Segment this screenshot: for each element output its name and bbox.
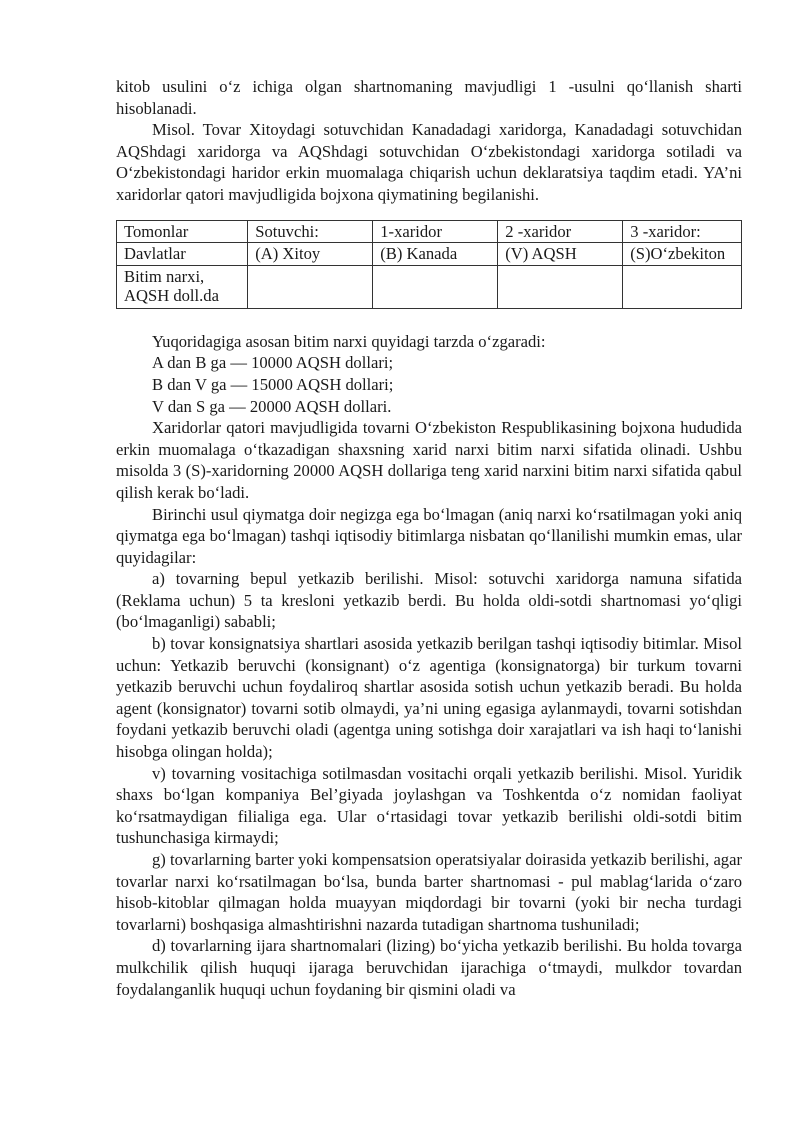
table-row [117,220,742,243]
table-cell: Tomonlar [117,220,248,243]
list-item-d: d) tovarlarning ijara shartnomalari (lizing) bo‘yicha yetkazib berilishi. Bu holda tovarga mulkchilik qilish huquqi ijaraga beruvchidan ijarachiga o‘tmaydi, mulkdor tovardan foydalanganlik huquqi uchun foydaning bir qismini oladi va [116,936,742,999]
table-cell [623,265,742,308]
table-row [117,265,742,308]
table-cell [248,265,373,308]
table-cell: (B) Kanada [373,243,498,266]
table-cell: (V) AQSH [498,243,623,266]
list-item-a: a) tovarning bepul yetkazib berilishi. Misol: sotuvchi xaridorga namuna sifatida (Reklama uchun) 5 ta kresloni yetkazib berdi. Bu holda oldi-sotdi shartnomasi yo‘qligi (bo‘lmaganligi) sababli; [116,569,742,632]
table-cell: 3 -xaridor: [623,220,742,243]
paragraph-first-method: Birinchi usul qiymatga doir negizga ega bo‘lmagan (aniq narxi ko‘rsatilmagan yoki aniq qiymatga ega bo‘lmagan) tashqi iqtisodiy bitimlarga nisbatan qo‘llanilishi mumkin emas, ular quyidagilar: [116,504,742,567]
price-line-v-s: V dan S ga — 20000 AQSH dollari. [152,396,392,416]
table-cell: Sotuvchi: [248,220,373,243]
table-cell: Davlatlar [117,243,248,266]
table-cell [498,265,623,308]
price-line-b-v: B dan V ga — 15000 AQSH dollari; [152,374,394,394]
price-line-a-b: A dan B ga — 10000 AQSH dollari; [152,353,394,373]
paragraph-example: Misol. Tovar Xitoydagi sotuvchidan Kanadadagi xaridorga, Kanadadagi sotuvchidan AQShdagi xaridorga va AQShdagi sotuvchidan O‘zbekistondagi xaridorga sotiladi va O‘zbekistondagi haridor erkin muomalaga chiqarish uchun deklaratsiya taqdim etadi. YA’ni xaridorlar qatori mavjudligida bojxona qiymatining begilanishi. [116,120,742,204]
table-cell: 2 -xaridor [498,220,623,243]
table-cell: Bitim narxi, AQSH doll.da [117,265,248,308]
list-item-v: v) tovarning vositachiga sotilmasdan vositachi orqali yetkazib berilishi. Misol. Yuridik shaxs bo‘lgan kompaniya Bel’giyada joylashgan va Toshkentda o‘z nomidan faoliyat ko‘rsatmaydigan filialiga ega. Ular o‘rtasidagi tovar yetkazib berilishi oldi-sotdi bitim tushunchasiga kirmaydi; [116,763,742,848]
table-cell: 1-xaridor [373,220,498,243]
table-row [117,243,742,266]
paragraph-buyer-chain: Xaridorlar qatori mavjudligida tovarni O‘zbekiston Respublikasining bojxona hududida erkin muomalaga o‘tkazadigan shaxsning xarid narxi bitim narxi sifatida olinadi. Ushbu misolda 3 (S)-xaridorning 20000 AQSH dollariga teng xarid narxini bitim narxi sifatida qabul qilish kerak bo‘ladi. [116,418,742,502]
paragraph-price-changes: Yuqoridagiga asosan bitim narxi quyidagi tarzda o‘zgaradi: [152,331,546,351]
list-item-b: b) tovar konsignatsiya shartlari asosida yetkazib berilgan tashqi iqtisodiy bitimlar. Misol uchun: Yetkazib beruvchi (konsignant) o‘z agentiga (konsignatorga) bir turkum tovarni yetkazib beruvchi uchun foydaliroq shartlar asosida sotish uchun yetkazib beradi. Bu holda agent (konsignator) tovarni sotib olmaydi, ya’ni uning egasiga aylanmaydi, tovarni sotishdan foydani yetkazib beruvchi oladi (agentga uning sotishga doir xarajatlari va ish haqi to‘lanishi hisobga olingan holda); [116,634,742,762]
paragraph-intro-continuation: kitob usulini o‘z ichiga olgan shartnomaning mavjudligi 1 -usulni qo‘llanish sharti hisoblanadi. [116,77,742,118]
table-cell [373,265,498,308]
transaction-table [116,220,742,309]
table-cell: (S)O‘zbekiton [623,243,742,266]
table-cell: (A) Xitoy [248,243,373,266]
list-item-g: g) tovarlarning barter yoki kompensatsion operatsiyalar doirasida yetkazib berilishi, agar tovarlar narxi ko‘rsatilmagan bo‘lsa, bunda barter shartnomasi - pul mablag‘larida o‘zaro hisob-kitoblar qilmagan holda muayyan miqdordagi bir tovarni (yoki bir necha turdagi tovarlarni) boshqasiga almashtirishni nazarda tutadigan shartnoma tushuniladi; [116,850,742,934]
